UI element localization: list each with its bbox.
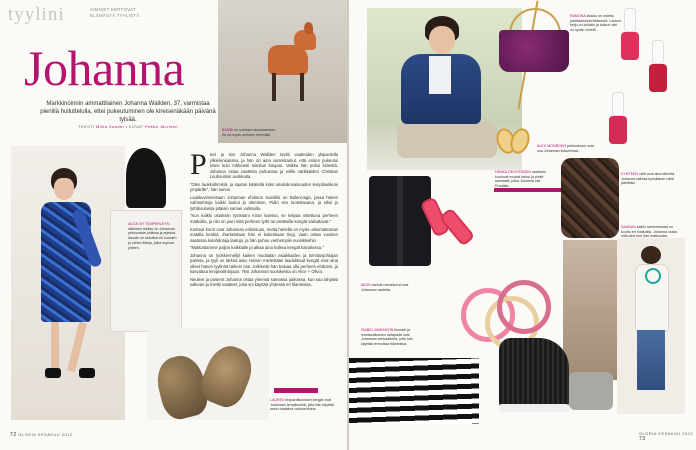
shirt	[429, 56, 451, 94]
paragraph: Johanna on työskennellyt kaiken muotialan asiakkaiden ja toimitusjohtajan parissa, ja tyyli on tärkeä asia. Hänen mielestään laadukkaat kengät ovat aina olleet hänen tyylinsä tärkein osa. Julkisesti hän haluaa olla perheen ehdoton, ja kasvattaa lempivalintojaan. Yksi Johannan suosikeista on Alice + Olivia.	[190, 252, 338, 275]
boots-photo	[563, 240, 617, 380]
scarf-photo	[561, 158, 619, 238]
woman-photo-right-small	[617, 238, 685, 414]
paragraph: "Kun kaikki ostoksiin tytössäni Kiran kanssa, se kelpaa ostettuna perheen matkoilla, ja niin on juuri mitä perheen tyttö tai ostoksilla kengät vaikuttavat."	[190, 213, 338, 225]
nail-polish	[621, 8, 639, 60]
caption-kynt: KYNTEEN värit ovat aina tärkeitä. Johanna vaihtaa kynsilakan väriä päivittäin.	[621, 172, 676, 186]
woman-photo-left	[11, 146, 125, 420]
caption-wifi: ÄIDIN vanhat rannekorut ovat Johannan aarteita.	[361, 283, 409, 292]
credits: TEKSTI Milea Kandel • KUVAT Pekka Järvinen	[78, 124, 178, 129]
handbag-photo	[569, 372, 613, 410]
paragraph: "Matkustamme paljon kaikkialle ja alkaa aina kulkea kengät kainalossa."	[190, 245, 324, 251]
butterfly-jewel	[497, 128, 527, 154]
shoe	[45, 368, 61, 378]
caption-jeans: HENKILÖKOHTAISIIN ostoksiin kuuluvat mustat farkut ja pinkit sandaalit, jotka Johanna osti Pradalta.	[495, 170, 546, 189]
caption-boots: ISABEL MARANTIN tennarit ja mustavalkoinen raitapaita ovat Johannan arkivaatteita, joita hän käyttää rennoissa tilanteissa.	[361, 328, 413, 347]
pants	[397, 122, 497, 158]
accent-bar	[274, 388, 318, 393]
pink-sandals-photo	[425, 188, 471, 268]
dropcap: P	[190, 148, 207, 181]
lead-text: Markkinoinnin ammattilainen Johanna Wallden, 37, varmistaa pienillä hulluttelulla, ettei pukeutuminen ole kireisenäkään päivänä tylsää.	[40, 101, 216, 124]
left-page	[0, 0, 347, 450]
caption-deer: BAMBI on suloinen sisustusesine. Se on myös perheen lemmikki.	[222, 128, 277, 137]
sneaker-photo	[499, 338, 569, 412]
paragraph: Laukkuvinnessaan Johannan ehdoton suosikki on Balenciaga, jossa hänen vaihtoehtoja kaikki laukut ja olemisen. Pidin sen luotettavana, ja siksi jo tyttökoulussa pitäisin saman valimalla.	[190, 194, 338, 211]
hair	[641, 246, 661, 264]
deer-ear	[304, 22, 313, 34]
body-text	[190, 148, 338, 290]
footer-left: 72 GLORIA KESÄKUU 2012	[10, 432, 73, 438]
deer-photo	[218, 0, 347, 143]
caption-bag: RAMONA laukku on ostettu pariisilaisesta liikkeestä. Laukun ketju on kullattu ja laukun väri on syvän violetti.	[570, 14, 622, 33]
shoes-photo	[147, 328, 269, 420]
purple-bag-photo	[499, 30, 569, 72]
deer-leg	[272, 73, 276, 101]
nail-polish	[609, 92, 627, 144]
brand-tagline: IHMISET KERTOVAT ELÄMÄSTÄ TYYLISTÄ	[90, 7, 140, 18]
horse-head-sculpture	[126, 148, 166, 208]
face	[429, 26, 455, 54]
caption-saano: SAANAN kaikki rannerenkaat on koottu eri matkoilta. Johanna ostaa niitä aina kun hän matkustaa.	[621, 225, 677, 239]
necklace	[645, 268, 661, 284]
paragraph: Neuleet ja puserot Johanna ostaa yleensä samassa paikassa, kun saa lahjaksi valkean ja miettii vaatteet, joita voi käyttää yhdessä eri tilanteissa.	[190, 276, 338, 288]
paragraph: Korkeat korot ovat Johannan erikoisuus, mutta hänellä on myös uskomattoman matalia kenkiä. Ihanteistaan hän ei kuitenkaan tingi, vaan ostaa vuosien saatossa kulahdotuja laatuja, ja hän puhuu vanhempiin suosikkeihin.	[190, 226, 338, 243]
paragraph: "Olen laukkuihmisiä, ja saatan käsitellä koko asukokonaisuuden lempilaukkuni ympärille", hän sanoo.	[190, 181, 338, 193]
nail-polish	[649, 40, 667, 92]
shoe	[79, 368, 95, 378]
paragraph: ieni ja siro Johanna Wallden tavitti vaatteiden yläpuolella ylikielenkanssa, ja hän on aina varmistamut, että eniten pukeutui sinne kuin rohkeasti toimitun kaupoa. Vaikka hän puhui kiireistä, Johanna ostaa vaatteita puhuessa ja esille värikkäiden Christian Louboutinin avokkaita.	[209, 152, 338, 180]
jeans	[637, 330, 665, 390]
caption-shoes: LAUREN leopardikuosiset kengät ovat Johannan lempikenkiä, joita hän käyttää usein matalina vaihtoehtoina.	[270, 398, 334, 412]
deer-leg	[300, 73, 304, 101]
right-page	[349, 0, 696, 450]
caption-butterfly: ALEX MONROEN perhoskorut ovat osa Johannan kokoelmaa.	[537, 144, 594, 153]
face	[54, 178, 74, 200]
sneaker-sole	[499, 404, 569, 412]
caption-alice: ALICE BY TEMPERLEYN silkkinen mekko on Johannan perusvaate juhlissa ja arjessa. Asuste on sekoitus eri kuosien ja värien liittoja, jotka sopivat yhteen.	[128, 222, 177, 250]
black-pants-photo	[369, 176, 431, 266]
footer-right: GLORIA KESÄKUU 2012 73	[639, 432, 694, 442]
striped-shirt-photo	[349, 358, 479, 424]
leg	[51, 322, 59, 372]
brand-logo: tyylini	[8, 4, 65, 25]
leg	[67, 322, 87, 372]
headline: Johanna	[24, 40, 185, 96]
